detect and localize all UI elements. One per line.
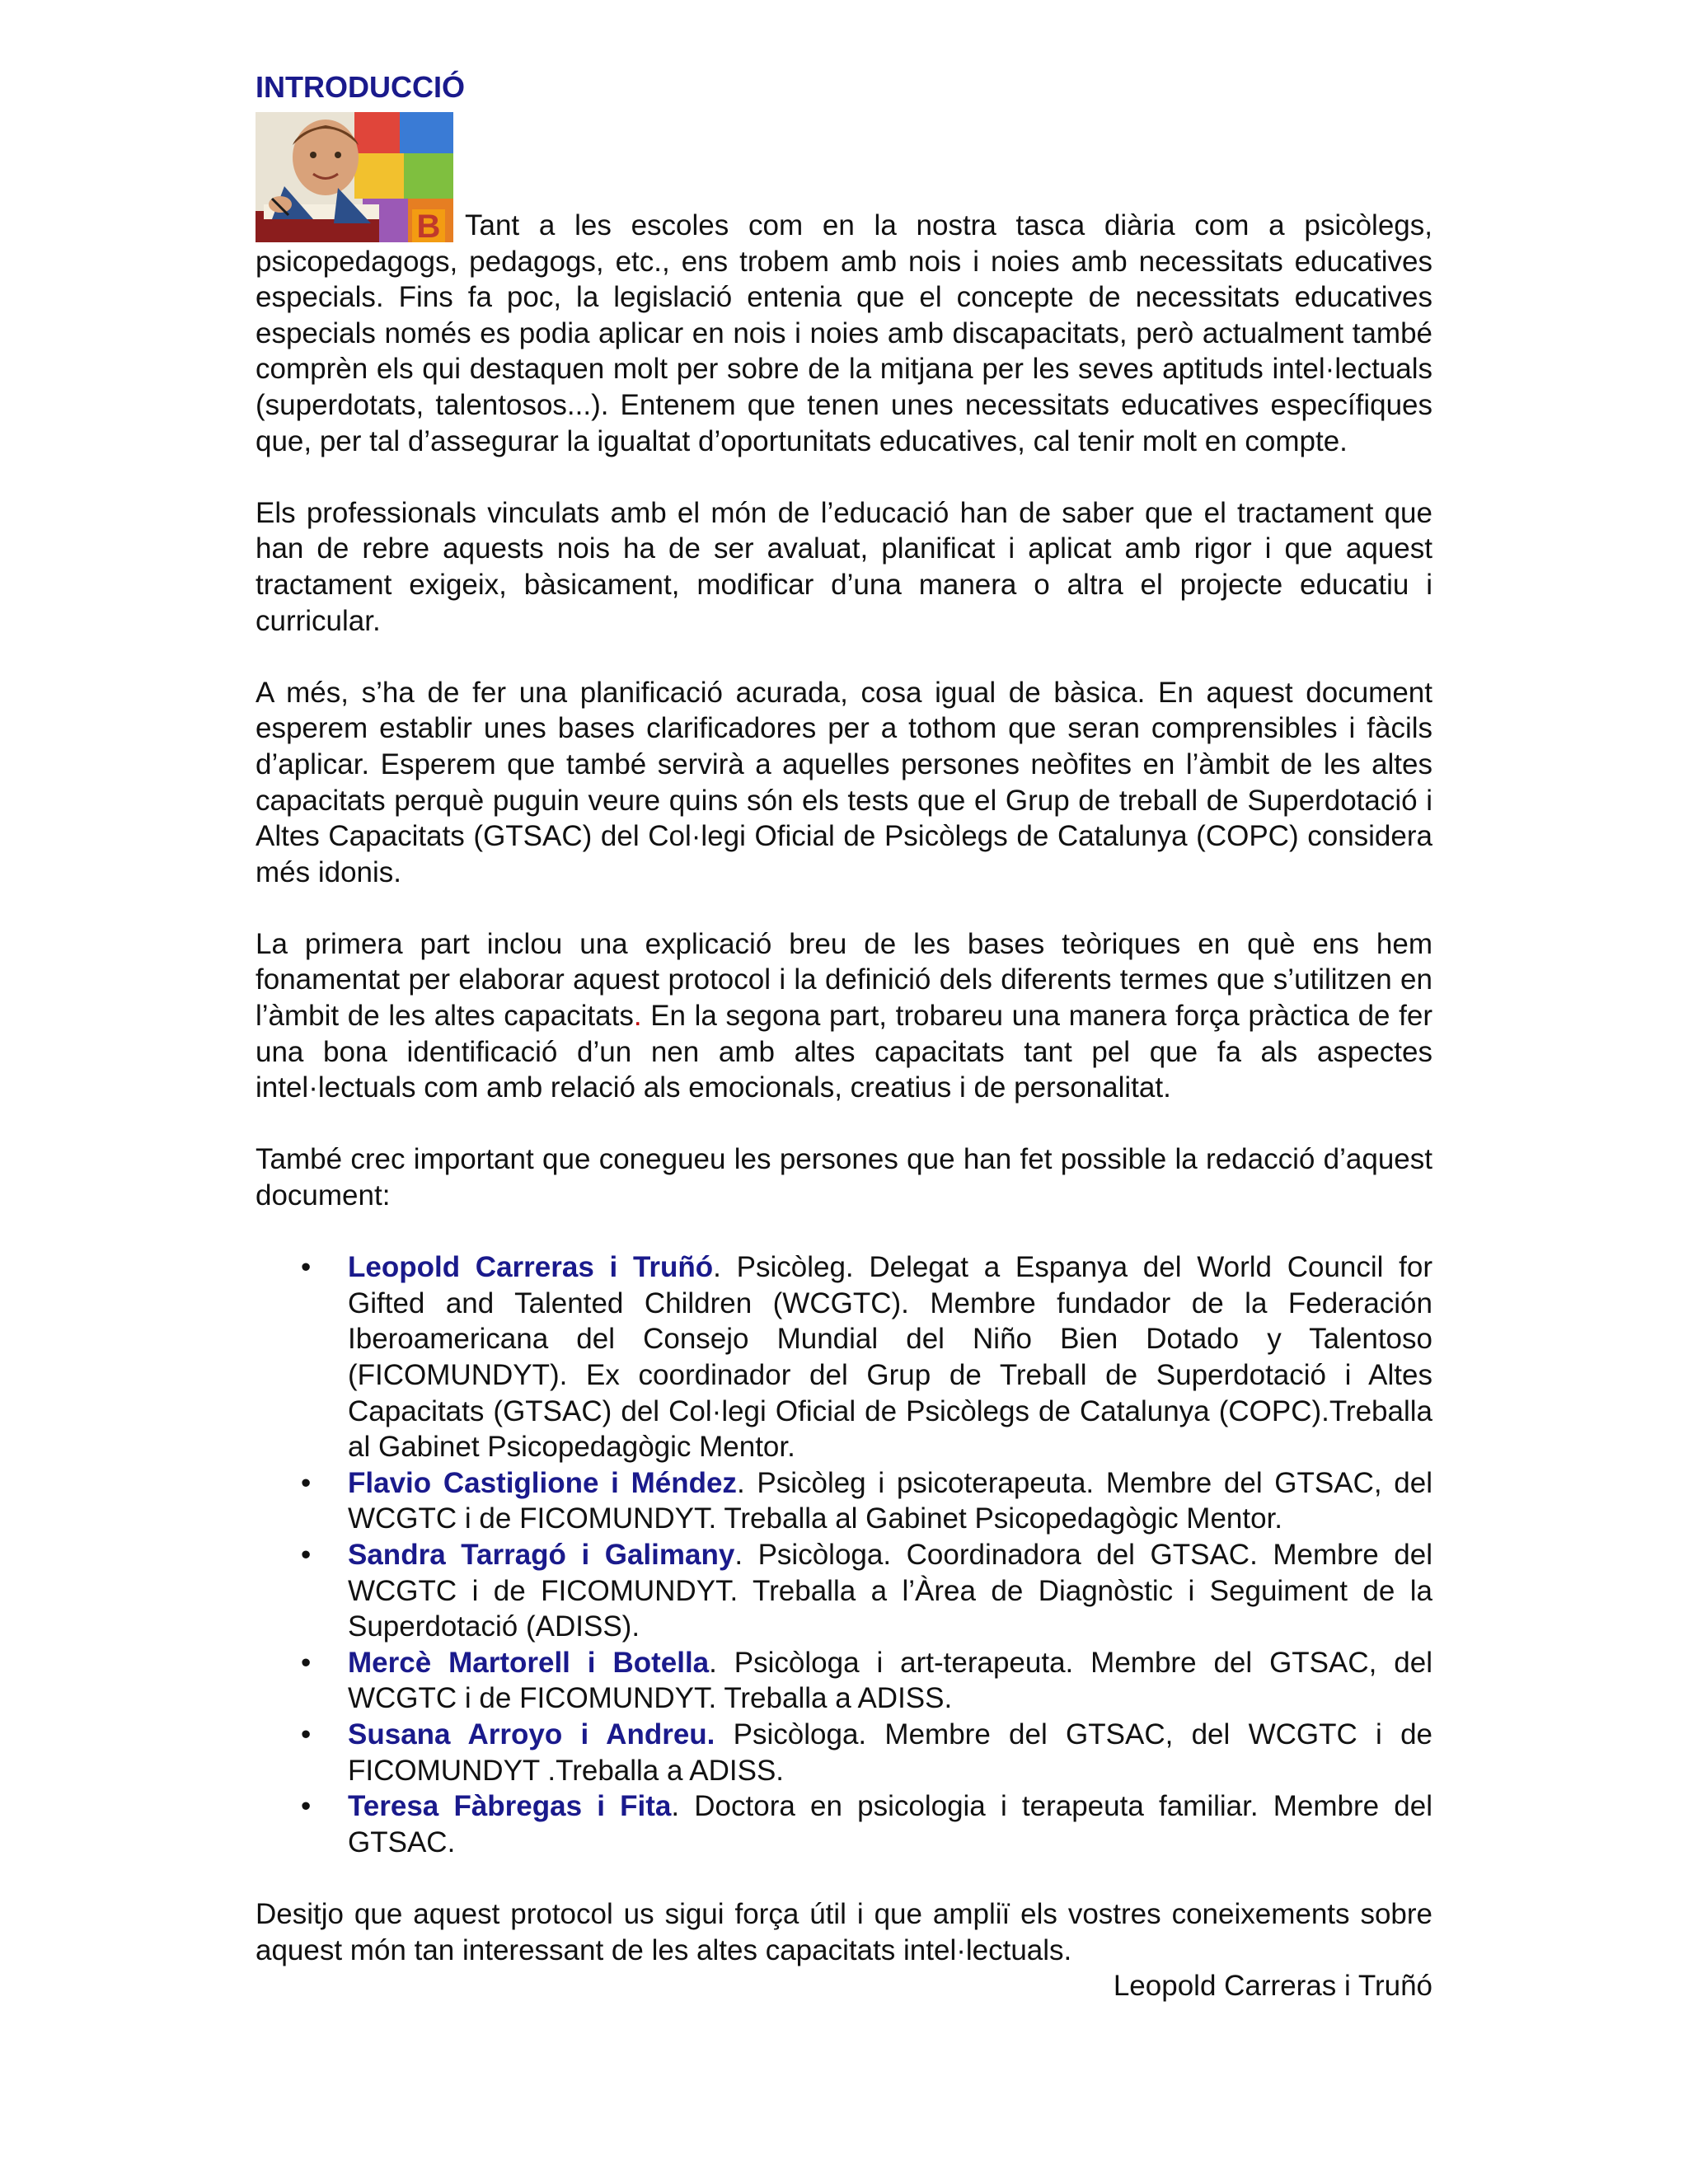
- member-name: Susana Arroyo i Andreu.: [348, 1718, 715, 1750]
- member-description: . Psicòleg i psicoterapeuta. Membre del GTSAC, del WCGTC i de FICOMUNDYT. Treballa al Gabinet Psicopedagògic Mentor.: [348, 1466, 1432, 1535]
- member-description: . Doctora en psicologia i terapeuta familiar. Membre del GTSAC.: [348, 1790, 1432, 1858]
- member-description: . Psicòloga. Coordinadora del GTSAC. Membre del WCGTC i de FICOMUNDYT. Treballa a l’Àrea de Diagnòstic i Seguiment de la Superdotació (ADISS).: [348, 1538, 1432, 1643]
- list-item: [301, 1249, 1432, 1465]
- paragraph-structure: [256, 926, 1432, 1106]
- member-description: . Psicòleg. Delegat a Espanya del World Council for Gifted and Talented Children (WCGTC). Membre fundador de la Federación Iberoamericana del Consejo Mundial del Niño Bien Dotado y Talentoso (FICOMUNDYT). Ex coordinador del Grup de Treball de Superdotació i Altes Capacitats (GTSAC) del Col·legi Oficial de Psicòlegs de Catalunya (COPC).Treballa al Gabinet Psicopedagògic Mentor.: [348, 1251, 1432, 1464]
- paragraph-planning: A més, s’ha de fer una planificació acurada, cosa igual de bàsica. En aquest document esperem establir unes bases clarificadores per a tothom que seran comprensibles i fàcils d’aplicar. Esperem que també servirà a aquelles persones neòfites en l’àmbit de les altes capacitats perquè puguin veure quins són els tests que el Grup de treball de Superdotació i Altes Capacitats (GTSAC) del Col·legi Oficial de Psicòlegs de Catalunya (COPC) considera més idonis.: [256, 676, 1432, 888]
- bullet-icon: •: [301, 1646, 312, 1679]
- child-photo: [256, 112, 453, 242]
- paragraph-intro: Tant a les escoles com en la nostra tasca diària com a psicòlegs, psicopedagogs, pedagogs, etc., ens trobem amb nois i noies amb necessitats educatives especials. Fins fa poc, la legislació entenia que el concepte de necessitats educatives especials només es podia aplicar en nois i noies amb discapacitats, però actualment també comprèn els qui destaquen molt per sobre de la mitjana per les seves aptituds intel·lectuals (superdotats, talentosos...). Entenem que tenen unes necessitats educatives específiques que, per tal d’assegurar la igualtat d’oportunitats educatives, cal tenir molt en compte.: [256, 209, 1432, 457]
- member-name: Flavio Castiglione i Méndez: [348, 1466, 737, 1499]
- member-name: Teresa Fàbregas i Fita: [348, 1790, 672, 1823]
- list-item: [301, 1645, 1432, 1717]
- bullet-icon: •: [301, 1466, 312, 1499]
- paragraph-structure-part1: La primera part inclou una explicació breu de les bases teòriques en què ens hem fonamentat per elaborar aquest protocol i la definició dels diferents termes que s’utilitzen en l’àmbit de les altes capacitats: [256, 927, 1432, 1033]
- paragraph-closing: Desitjo que aquest protocol us sigui força útil i que ampliï els vostres coneixements sobre aquest món tan interessant de les altes capacitats intel·lectuals.: [256, 1897, 1432, 1966]
- bullet-icon: •: [301, 1790, 312, 1823]
- member-name: Mercè Martorell i Botella: [348, 1646, 710, 1679]
- bullet-icon: •: [301, 1538, 312, 1571]
- paragraph-professionals: Els professionals vinculats amb el món de l’educació han de saber que el tractament que han de rebre aquests nois ha de ser avaluat, planificat i aplicat amb rigor i que aquest tractament exigeix, bàsicament, modificar d’una manera o altra el projecte educatiu i curricular.: [256, 496, 1432, 637]
- child-with-letter-blocks-image: [256, 112, 453, 242]
- bullet-icon: •: [301, 1251, 312, 1284]
- list-item: [301, 1537, 1432, 1645]
- authors-list: [256, 1249, 1432, 1860]
- svg-text:B: B: [416, 209, 441, 242]
- page-title: INTRODUCCIÓ: [256, 70, 465, 104]
- bullet-icon: •: [301, 1718, 312, 1750]
- member-description: . Psicòloga i art-terapeuta. Membre del GTSAC, del WCGTC i de FICOMUNDYT. Treballa a ADISS.: [348, 1646, 1432, 1715]
- member-name: Leopold Carreras i Truñó: [348, 1251, 714, 1284]
- list-item: [301, 1465, 1432, 1537]
- list-item: [301, 1788, 1432, 1860]
- list-item: [301, 1717, 1432, 1788]
- member-name: Sandra Tarragó i Galimany: [348, 1538, 735, 1571]
- document-page: [256, 69, 1432, 2004]
- member-description: Psicòloga. Membre del GTSAC, del WCGTC i de FICOMUNDYT .Treballa a ADISS.: [348, 1718, 1432, 1787]
- paragraph-structure-part2: En la segona part, trobareu una manera força pràctica de fer una bona identificació d’un nen amb altes capacitats tant pel que fa als aspectes intel·lectuals com amb relació als emocionals, creatius i de personalitat.: [256, 1000, 1432, 1104]
- red-period: .: [633, 1000, 642, 1033]
- signature: Leopold Carreras i Truñó: [1113, 1970, 1432, 2003]
- paragraph-authors-intro: També crec important que conegueu les persones que han fet possible la redacció d’aquest document:: [256, 1143, 1432, 1212]
